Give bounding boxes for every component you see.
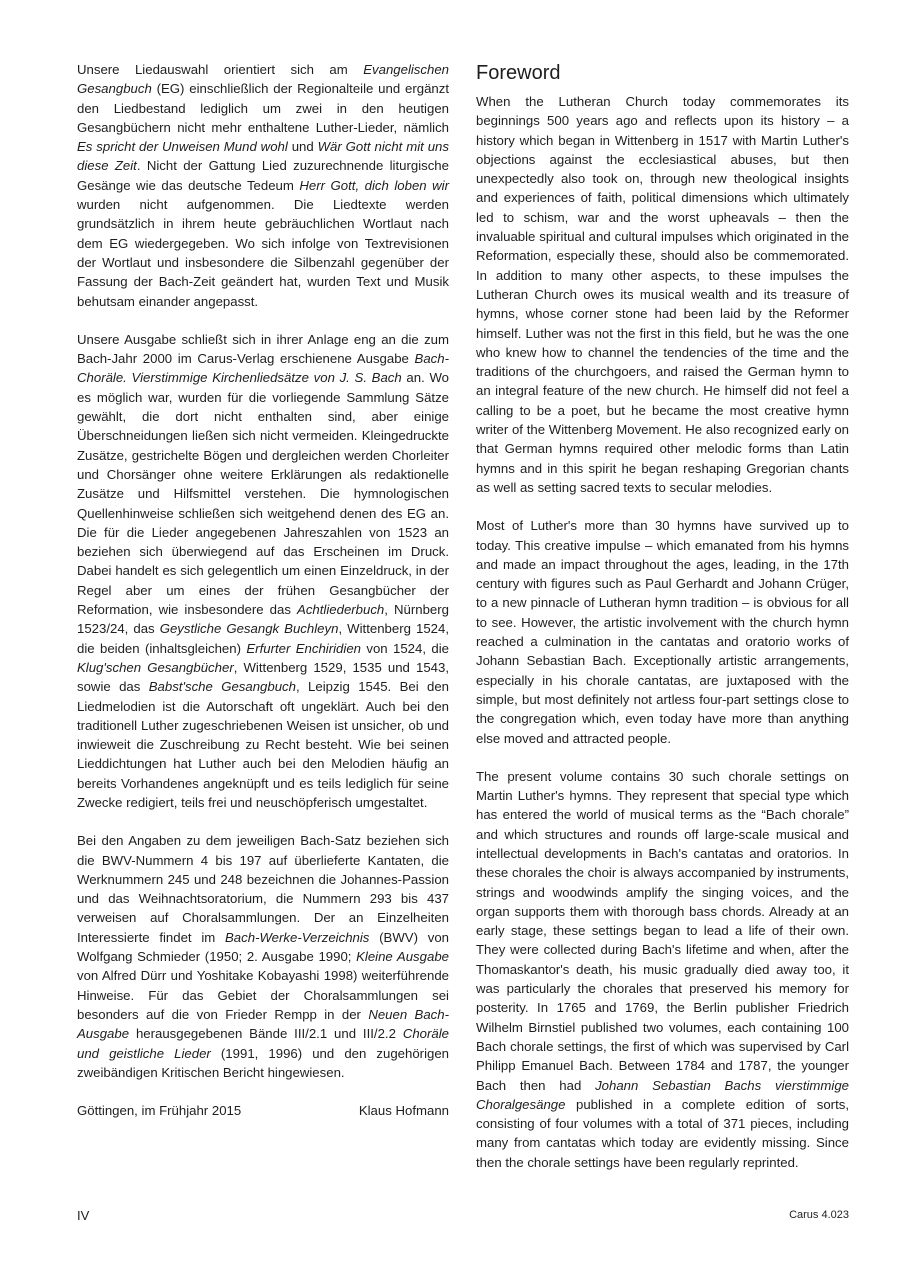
paragraph	[476, 516, 849, 748]
text-run: (EG) einschließlich der Regionalteile und ergänzt den Liedbestand lediglich um zwei in den heutigen Gesangbüchern nicht mehr enthaltene Luther-Lieder, nämlich	[77, 81, 449, 135]
text-run: , Wittenberg 1524, die beiden (inhaltsgleichen)	[77, 621, 449, 656]
catalog-number: Carus 4.023	[789, 1209, 849, 1221]
italic-title: Herr Gott, dich loben wir	[299, 177, 450, 193]
text-run: published in a complete edition of sorts, consisting of four volumes with a total of 371 pieces, including many from cantatas which today are evidently missing. Since then the chorale settings have been regularly reprinted.	[476, 1096, 849, 1170]
italic-title: Es spricht der Unweisen Mund wohl	[77, 139, 288, 155]
italic-title: Wär Gott nicht mit uns diese Zeit	[77, 139, 449, 174]
signature	[77, 1101, 449, 1120]
italic-title: Johann Sebastian Bachs vierstimmige Choralgesänge	[476, 1077, 849, 1112]
paragraph	[77, 831, 449, 1082]
right-column	[476, 60, 849, 1172]
text-run: The present volume contains 30 such chorale settings on Martin Luther's hymns. They represent that special type which has entered the world of musical terms as the “Bach chorale” and which structures and rounds off large-scale musical and intellectual developments in Bach's cantatas and oratorios. In these chorales the choir is always accompanied by instruments, strings and woodwinds amplify the singing voices, and the organ supports them with thorough bass chords. Already at an early stage, these settings began to lead a life of their own. They were collected during Bach's lifetime and when, after the Thomaskantor's death, his music gradually died away too, it was particularly the chorales that preserved his memory for posterity. In 1765 and 1769, the Berlin publisher Friedrich Wilhelm Birnstiel published two volumes, each containing 100 Bach chorale settings, the first of which was supervised by Carl Philipp Emanuel Bach. Between 1784 and 1787, the younger Bach then had	[476, 768, 849, 1093]
text-run: Most of Luther's more than 30 hymns have survived up to today. This creative impulse – which emanated from his hymns and made an impact throughout the ages, leading, in the 17th century with figures such as Paul Gerhardt and Johann Crüger, to a new pinnacle of Lutheran hymn tradition – is obvious for all to see. However, the artistic involvement with the church hymn reached a culmination in the cantatas and oratorio works of Johann Sebastian Bach. Exceptionally artistic arrangements, especially in his chorale cantatas, are juxtaposed with the simple, but most definitely not artless four-part settings close to the congregation which, even today have more than anything else moved and attracted people.	[476, 518, 849, 746]
text-run: Bei den Angaben zu dem jeweiligen Bach-Satz beziehen sich die BWV-Nummern 4 bis 197 auf überlieferte Kantaten, die Werknummern 245 und 248 bezeichnen die Johannes-Passion und das Weihnachtsoratorium, die Nummern 293 bis 437 verweisen auf Choralsammlungen. Der an Einzelheiten Interessierte findet im	[77, 833, 449, 945]
page-number: IV	[77, 1208, 90, 1223]
text-run: , Leipzig 1545. Bei den Liedmelodien ist die Autorschaft oft ungeklärt. Auch bei den traditionell Luther zugeschriebenen Weisen ist unsicher, ob und inwieweit die Zuschreibung zu Recht besteht. Wie bei seinen Lieddichtungen hat Luther auch bei den Melodien häufig an bereits Vorhandenes angeknüpft und es teils lediglich für seine Zwecke redigiert, teils frei und neuschöpferisch umgestaltet.	[77, 679, 450, 810]
text-run: an. Wo es möglich war, wurden für die vorliegende Sammlung Sätze gewählt, die dort nicht enthalten sind, aber einige Überschneidungen ließen sich nicht vermeiden. Kleingedruckte Zusätze, gestrichelte Bögen und dergleichen werden Chorleiter und Chorsänger ohne weitere Erklärungen als redaktionelle Zusätze und Hilfsmittel verstehen. Die hymnologischen Quellenhinweise schließen sich weitgehend denen des EG an. Die für die Lieder angegebenen Jahreszahlen von 1523 an beziehen sich überwiegend auf das Erscheinen im Druck. Dabei handelt es sich gelegentlich um einen Einzeldruck, in der Regel aber um eines der frühen Gesangbücher der Reformation, wie insbesondere das	[77, 370, 449, 618]
italic-title: Bach-Choräle. Vierstimmige Kirchenliedsätze von J. S. Bach	[77, 351, 449, 386]
italic-title: Geystliche Gesangk Buchleyn	[159, 621, 339, 637]
left-column	[77, 60, 449, 1120]
section-heading: Foreword	[476, 62, 561, 84]
text-run: When the Lutheran Church today commemorates its beginnings 500 years ago and reflects upon its history – a history which began in Wittenberg in 1517 with Martin Luther's objections against the ecclesiastical abuses, but then unexpectedly also took on, through new theological insights and experiences of faith, political dimensions which ultimately led to schism, war and the worst upheavals – then the invaluable spiritual and cultural impulses which originated in the Reformation, especially these, should also be commemorated. In addition to many other aspects, to these impulses the Lutheran Church owes its musical wealth and its treasure of hymns, whose corner stone had been laid by the Reformer himself. Luther was not the first in this field, but he was the one who knew how to channel the tendencies of the time and the traditions of the churchgoers, and raised the German hymn to an integral feature of the new church. He himself did not feel a calling to be a poet, but he became the most creative hymn writer of the Wittenberg Movement. He also recognized early on that German hymns required other melodic forms than Latin hymns and in this spirit he began reshaping Gregorian chants as well as setting sacred texts to secular melodies.	[476, 94, 849, 495]
text-run: Unsere Liedauswahl orientiert sich am	[77, 62, 364, 77]
text-run: wurden nicht aufgenommen. Die Liedtexte werden grundsätzlich in ihrem heute gebräuchlichen Wortlaut nach dem EG wiedergegeben. Wo sich infolge von Textrevisionen der Wortlaut und insbesondere die Silbenzahl gegenüber der Fassung der Bach-Zeit geändert hat, wurden Text und Musik behutsam einander angepasst.	[77, 197, 449, 309]
italic-title: Babst'sche Gesangbuch	[148, 679, 296, 695]
text-run: Unsere Ausgabe schließt sich in ihrer Anlage eng an die zum Bach-Jahr 2000 im Carus-Verlag erschienene Ausgabe	[77, 331, 449, 367]
signature-author: Klaus Hofmann	[358, 1103, 449, 1119]
text-run: , Wittenberg 1529, 1535 und 1543, sowie das	[77, 659, 449, 695]
italic-title: Neuen Bach-Ausgabe	[77, 1006, 449, 1042]
italic-title: Achtliederbuch	[297, 602, 385, 618]
italic-title: Erfurter Enchiridien	[246, 640, 361, 656]
paragraph	[476, 92, 849, 497]
paragraph	[77, 60, 449, 311]
italic-title: Kleine Ausgabe	[356, 949, 449, 965]
text-run: und	[287, 139, 318, 155]
text-run: , Nürnberg 1523/24, das	[77, 602, 449, 637]
italic-title: Evangelischen Gesangbuch	[77, 62, 449, 97]
italic-title: Choräle und geistliche Lieder	[77, 1026, 449, 1061]
text-run: von Alfred Dürr und Yoshitake Kobayashi 1998) weiterführende Hinweise. Für das Gebiet der Choralsammlungen sei besonders auf die von Frieder Rempp in der	[77, 968, 449, 1022]
paragraph	[77, 330, 449, 812]
text-run: von 1524, die	[360, 640, 449, 656]
italic-title: Bach-Werke-Verzeichnis	[225, 929, 370, 945]
paragraph	[476, 767, 849, 1172]
italic-title: Klug'schen Gesangbücher	[77, 659, 234, 675]
text-run: (BWV) von Wolfgang Schmieder (1950; 2. Ausgabe 1990;	[77, 929, 449, 965]
text-run: . Nicht der Gattung Lied zuzurechnende liturgische Gesänge wie das deutsche Tedeum	[77, 158, 449, 193]
text-run: herausgegebenen Bände III/2.1 und III/2.2	[129, 1026, 403, 1042]
text-run: (1991, 1996) und den zugehörigen zweibändigen Kritischen Bericht hingewiesen.	[77, 1045, 449, 1080]
signature-place-date: Göttingen, im Frühjahr 2015	[77, 1103, 242, 1119]
